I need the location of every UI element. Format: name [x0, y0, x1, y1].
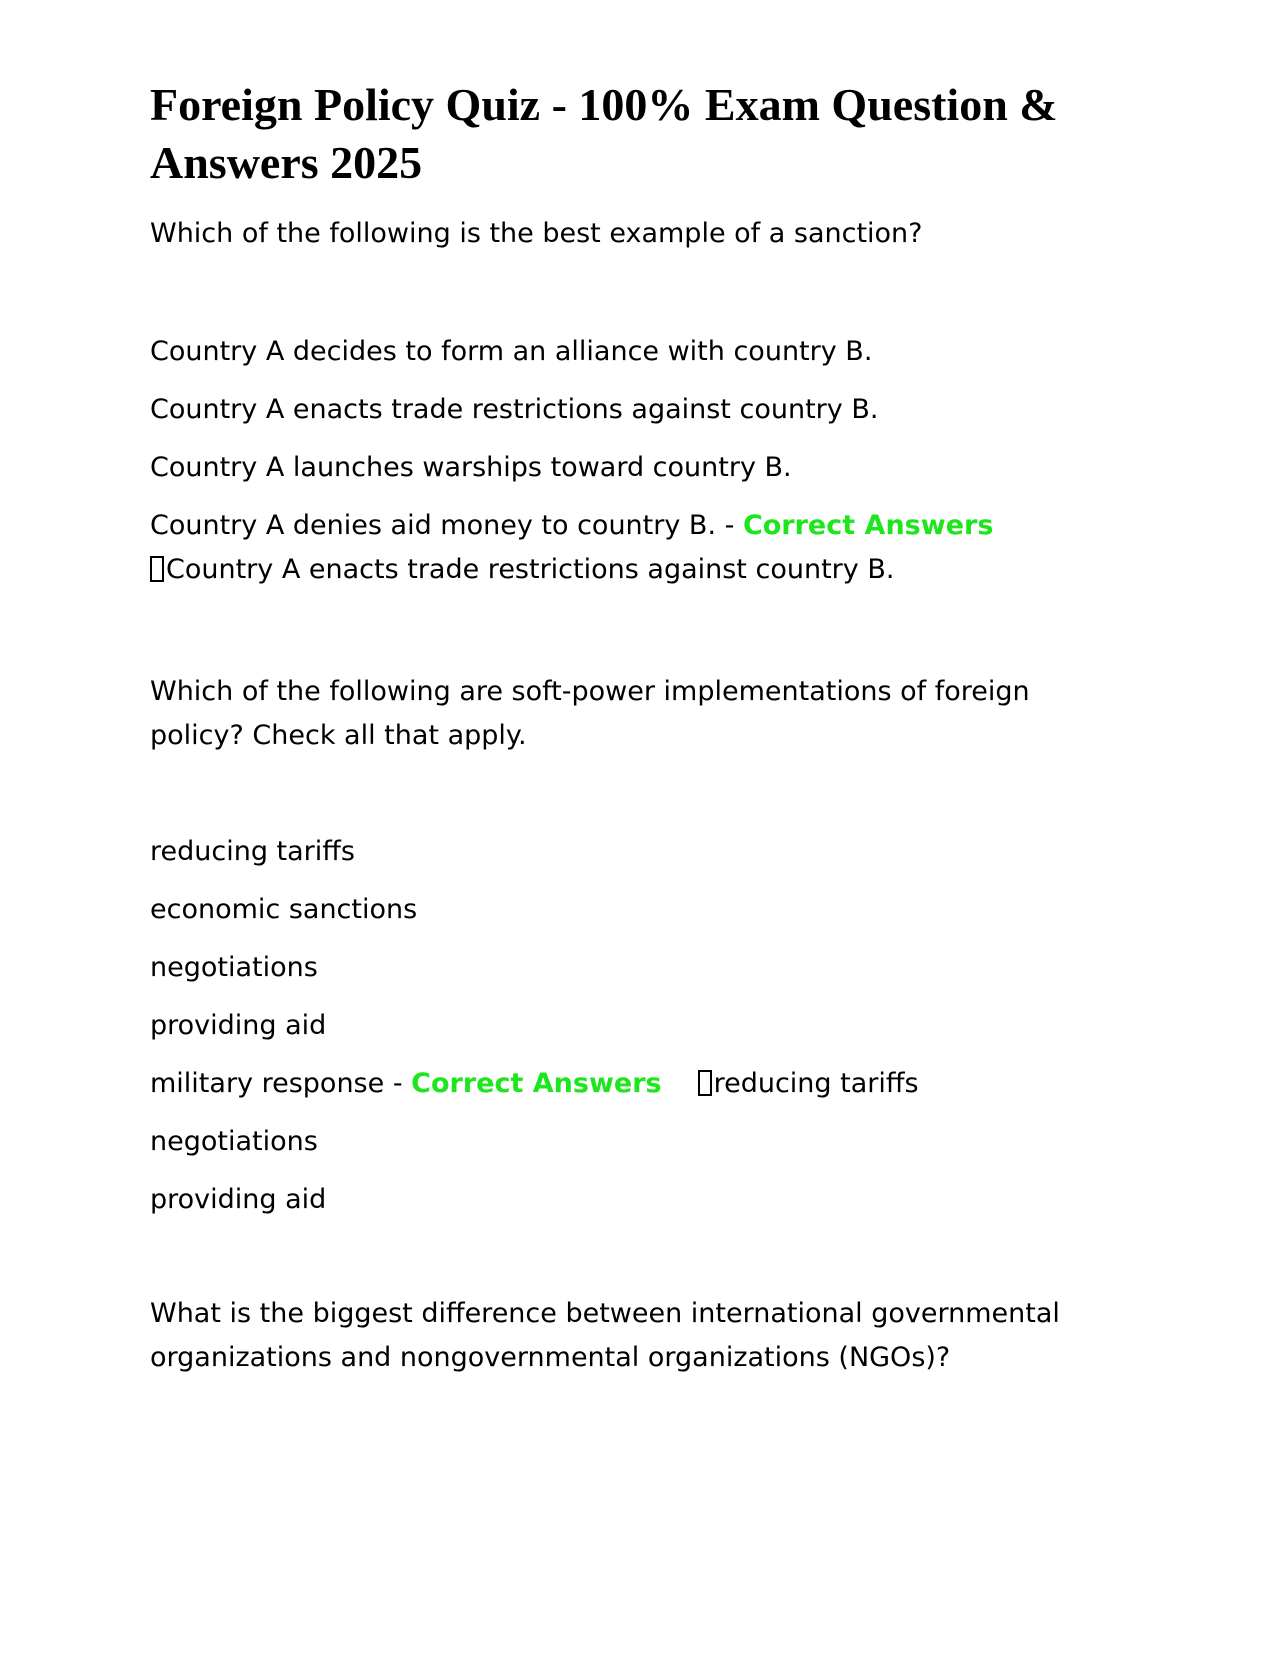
q1-last-option-with-answer: [150, 504, 1110, 592]
q1-option-2: Country A enacts trade restrictions against country B.: [150, 394, 879, 425]
q2-option-5: military response -: [150, 1068, 412, 1099]
document-page: [150, 76, 1110, 1380]
correct-answers-label: Correct Answers: [411, 1068, 662, 1099]
missing-glyph-icon: [150, 556, 164, 582]
correct-answers-label: Correct Answers: [742, 510, 994, 541]
question-2-text: Which of the following are soft-power implementations of foreign policy? Check all that apply.: [150, 676, 1030, 751]
missing-glyph-icon: [698, 1070, 712, 1096]
q1-option-1: Country A decides to form an alliance with country B.: [150, 336, 873, 367]
spacer: [150, 758, 1110, 830]
q1-option-3: Country A launches warships toward country B.: [150, 452, 792, 483]
q2-option-2: economic sanctions: [150, 894, 418, 925]
q1-answer-line-1: Country A enacts trade restrictions against country B.: [166, 554, 895, 585]
q2-last-option-with-answer: [150, 1062, 1110, 1106]
q2-answer-line-1: reducing tariffs: [713, 1068, 919, 1099]
q2-option-4: providing aid: [150, 1010, 327, 1041]
q2-answer-line-3: providing aid: [150, 1184, 327, 1215]
document-title: Foreign Policy Quiz - 100% Exam Question & Answers 2025: [150, 79, 1058, 188]
question-1-text: Which of the following is the best example of a sanction?: [150, 218, 923, 249]
q1-option-4: Country A denies aid money to country B. -: [150, 510, 743, 541]
spacer: [150, 592, 1110, 670]
question-3-text: What is the biggest difference between international governmental organizations and nongovernmental organizations (NGOs)?: [150, 1298, 1060, 1373]
q2-option-1: reducing tariffs: [150, 836, 355, 867]
q2-answer-line-2: negotiations: [150, 1126, 318, 1157]
q2-option-3: negotiations: [150, 952, 318, 983]
spacer: [150, 1222, 1110, 1292]
spacer: [150, 256, 1110, 330]
